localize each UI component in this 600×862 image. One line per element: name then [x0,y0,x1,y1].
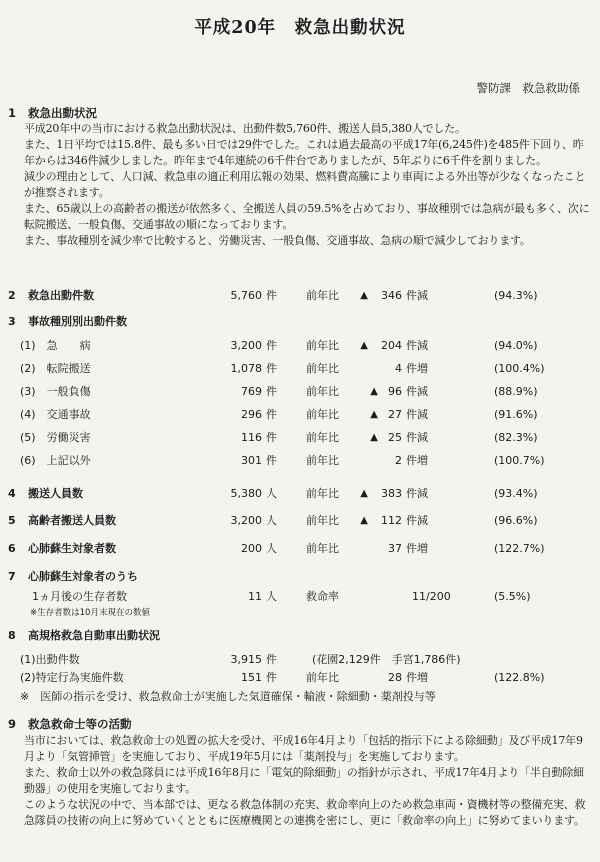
section-9-paragraph: また、救命士以外の救急隊員には平成16年8月に「電気的除細動」の指針が示され、平成17年4月より「半自動除細動器」の使用を実施しております。 [24,766,584,795]
section-1-body [24,121,590,249]
section-8-row-1: (1)出動件数 3,915 件 (花園2,129件 手宮1,786件) [20,653,461,666]
decrease-triangle-icon: ▲ [360,340,368,351]
page-title: 平成20年 救急出動状況 [194,18,406,38]
section-1-paragraph: 減少の理由として、人口減、救急車の適正利用広報の効果、燃料費高騰により車両による外出等が少なくなったことが推察されます。 [24,170,586,199]
decrease-triangle-icon: ▲ [370,386,378,397]
section-9-heading: 9 救急救命士等の活動 [8,717,132,731]
section-4-row: 4 搬送人員数 5,380 人 前年比 ▲ 383 件減 (93.4%) [8,487,538,500]
table-row: (3) 一般負傷 769 件 前年比 ▲ 96 件減 (88.9%) [20,385,538,398]
decrease-triangle-icon: ▲ [370,432,378,443]
department-label: 警防課 救急救助係 [476,81,580,95]
section-6-row: 6 心肺蘇生対象者数 200 人 前年比 37 件増 (122.7%) [8,542,545,555]
section-8-row-2: (2)特定行為実施件数 151 件 前年比 28 件増 (122.8%) [20,671,545,684]
section-5-row: 5 高齢者搬送人員数 3,200 人 前年比 ▲ 112 件減 (96.6%) [8,514,538,527]
section-1-paragraph: また、65歳以上の高齢者の搬送が依然多く、全搬送人員の59.5%を占めており、事故種別では急病が最も多く、次に転院搬送、一般負傷、交通事故の順になっております。 [24,202,590,231]
section-2-row: 2 救急出動件数 5,760 件 前年比 ▲ 346 件減 (94.3%) [8,289,538,302]
decrease-triangle-icon: ▲ [360,488,368,499]
section-7-heading: 7 心肺蘇生対象者のうち [8,570,138,583]
decrease-triangle-icon: ▲ [360,290,368,301]
section-1-paragraph: また、事故種別を減少率で比較すると、労働災害、一般負傷、交通事故、急病の順で減少しております。 [24,234,531,247]
table-row: (1) 急 病 3,200 件 前年比 ▲ 204 件減 (94.0%) [20,339,538,352]
table-row: (5) 労働災害 116 件 前年比 ▲ 25 件減 (82.3%) [20,431,538,444]
section-9-paragraph: 当市においては、救急救命士の処置の拡大を受け、平成16年4月より「包括的指示下による除細動」及び平成17年9月より「気管挿管」を実施しており、平成19年5月には「薬剤投与」を実施しております。 [24,734,583,763]
section-9-body [24,733,590,829]
section-1-paragraph: 平成20年中の当市における救急出動状況は、出動件数5,760件、搬送人員5,380人でした。 [24,122,466,135]
table-row: (6) 上記以外 301 件 前年比 2 件増 (100.7%) [20,454,545,467]
decrease-triangle-icon: ▲ [370,409,378,420]
section-9-paragraph: このような状況の中で、当本部では、更なる救急体制の充実、救命率向上のため救急車両・資機材等の整備充実、救急隊員の技術の向上に努めていくとともに医療機関との連携を密にし、更に「救命率の向上」に努めてまいります。 [24,798,586,827]
section-7-footnote: ※生存者数は10月末現在の数値 [30,608,150,618]
section-1-paragraph: また、1日平均では15.8件、最も多い日では29件でした。これは過去最高の平成17年(6,245件)を485件下回り、昨年からは346件減少しました。昨年まで4年連続の6千件台でありましたが、5年ぶりに6千件を割りました。 [24,138,584,167]
table-row: (4) 交通事故 296 件 前年比 ▲ 27 件減 (91.6%) [20,408,538,421]
section-3-heading: 3 事故種別別出動件数 [8,315,127,328]
section-1-heading: 1 救急出動状況 [8,106,97,120]
section-8-note: ※ 医師の指示を受け、救急救命士が実施した気道確保・輸液・除細動・薬剤投与等 [20,690,436,703]
section-8-heading: 8 高規格救急自動車出動状況 [8,629,160,642]
decrease-triangle-icon: ▲ [360,515,368,526]
section-7-row: 1ヵ月後の生存者数 11 人 救命率 11/200 (5.5%) [32,590,531,603]
table-row: (2) 転院搬送 1,078 件 前年比 4 件増 (100.4%) [20,362,545,375]
